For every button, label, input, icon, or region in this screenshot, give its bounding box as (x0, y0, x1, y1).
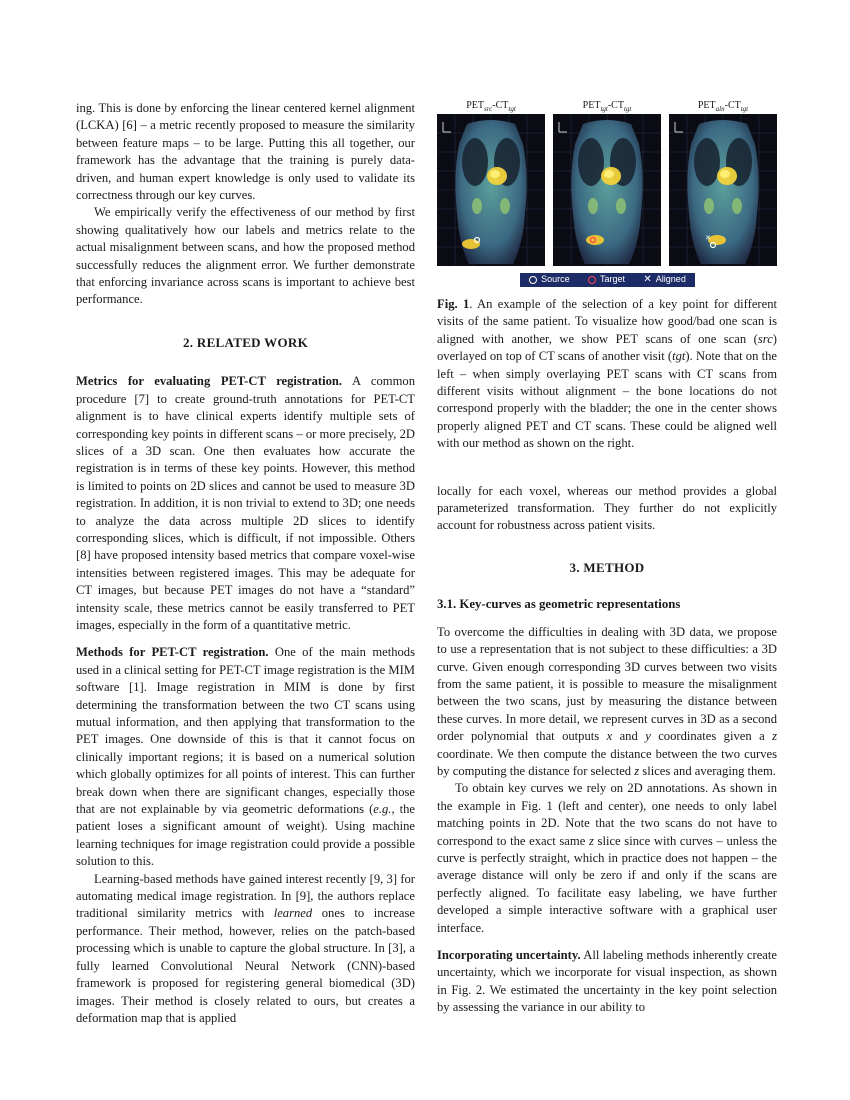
left-column (76, 100, 415, 1027)
aligned-x-icon: ✕ (643, 274, 652, 285)
panel-label: $PET_{tgt}-CT_{tgt}$ (582, 100, 632, 113)
paragraph: To overcome the difficulties in dealing with 3D data, we propose to use a representation that is not subject to these difficulties: a 3D curve. Given enough corresponding 3D curves between two visits from the same patient, it is possible to measure the misalignment between the two scans, just by measuring the distance between these curves. In more detail, we represent curves in 3D as a second order polynomial that outputs x and y coordinates given a z coordinate. We then compute the distance between the two curves by computing the distance for selected z slices and averaging them. (437, 624, 777, 778)
legend-item-source: Source (529, 271, 570, 288)
panel-label: $PET_{src}-CT_{tgt}$ (466, 100, 516, 113)
section-heading: 3. METHOD (569, 559, 645, 575)
paragraph (76, 373, 415, 634)
paragraph: We empirically verify the effectiveness of our method by first showing qualitatively how our labels and metrics relate to the actual misalignment between scans, and how the proposed method successfully reduces the alignment error. We further demonstrate that enforcing invariance across scans is important to achieve best performance. (76, 205, 415, 307)
panel-label: $PET_{aln}-CT_{tgt}$ (697, 100, 749, 113)
scan-panel-src (437, 100, 545, 266)
run-in-heading: Methods for PET-CT registration. (76, 645, 269, 660)
paragraph-text: A common procedure [7] to create ground-truth annotations for PET-CT alignment is to have clinical experts identify multiple sets of corresponding key points in different scans – or more precisely, 2D slices of a 3D scan. One then evaluates how accurate the registration is in terms of these key points. However, this method is limited to points on 2D slices and cannot be used to measure 3D registration. In addition, it is non trivial to extend to 3D; one needs to analyze the data across multiple 2D slices to identify corresponding slices, which is difficult, if not impossible. Others [8] have proposed intensity based metrics that compare voxel-wise intensities between registered images. This may be adequate for CT images, but because PET images do not have a “standard” intensity scale, these metrics cannot be easily transferred to PET images, especially in the form of a quantitative metric. (76, 374, 415, 632)
legend-item-aligned: ✕ Aligned (643, 274, 686, 285)
emphasis: e.g., (373, 802, 395, 817)
paragraph-text: Learning-based methods have gained interest recently [9, 3] for automating medical image registration. In [9], the authors replace traditional similarity metrics with (76, 871, 415, 921)
section-heading: 2. RELATED WORK (182, 334, 308, 350)
paragraph-text: the patient loses a significant amount of weight). Using machine learning techniques for image registration could provide a possible solution to this. (76, 802, 415, 869)
paragraph-text: One of the main methods used in a clinical setting for PET-CT image registration is the MIM software [1]. Image registration in MIM is done by first determining the transformation between the two CT scans using mutual information, and then applying that transformation to the PET images. One downside of this is that it cannot focus on clinically important regions; it is based on a numerical solution which globally optimizes for all points of interest. This can further break down when there are significant changes, especially those that are not explainable by via geometric deformations ( (76, 645, 415, 817)
source-marker-icon (529, 276, 537, 284)
paragraph-text: ones to increase performance. Their method, however, relies on the patch-based processing which is unable to capture the global structure. In [3], a fully learned Convolutional Neural Network (CNN)-based framework is proposed for registering general biomedical (3D) images. Their method is closely related to ours, but creates a deformation map that is applied (76, 906, 415, 1025)
pet-ct-scan-image (437, 114, 545, 266)
figure-caption: Fig. 1. An example of the selection of a key point for different visits of the same patient. To visualize how good/bad one scan is aligned with another, we show PET scans of one scan (src) overlayed on top of CT scans of another visit (tgt). Note that on the left – when simply overlaying PET scans with CT scans from different visits without alignment – the bone locations do not correspond properly with the bladder; the one in the center shows properly aligned PET and CT scans. These could be aligned well with our method as shown on the right. (437, 297, 778, 451)
figure-panels (437, 100, 777, 266)
right-column (437, 100, 777, 1017)
paragraph (76, 644, 415, 870)
caption-label: Fig. 1 (437, 297, 470, 311)
paragraph: locally for each voxel, whereas our method provides a global parameterized transformation. They further do not explicitly account for robustness across patient visits. (437, 483, 777, 533)
pet-ct-scan-image (553, 114, 661, 266)
run-in-heading: Incorporating uncertainty. (437, 948, 581, 962)
scan-panel-tgt (553, 100, 661, 266)
subsection-heading: 3.1. Key-curves as geometric representations (437, 597, 681, 612)
emphasis: learned (273, 906, 313, 921)
paragraph (76, 871, 415, 1028)
figure-legend (520, 273, 695, 287)
legend-item-target: Target (588, 271, 625, 288)
paragraph: ing. This is done by enforcing the linear centered kernel alignment (LCKA) [6] – a metric recently proposed to measure the similarity between feature maps – to be large. Putting this all together, our framework has the advantage that the training is purely data-driven, and human expert knowledge is only used to validate its correctness through our key curves. (76, 101, 415, 203)
figure-1 (437, 100, 777, 453)
target-marker-icon (588, 276, 596, 284)
svg-text:✕: ✕ (705, 234, 711, 242)
run-in-heading: Metrics for evaluating PET-CT registration. (76, 374, 343, 389)
scan-panel-aln (669, 100, 777, 266)
paragraph: To obtain key curves we rely on 2D annotations. As shown in the example in Fig. 1 (left and center), one needs to only label matching points in 2D. Note that the two scans do not have to correspond to the exact same z slice since with curves – unless the curve is perfectly straight, which in practice does not happen – the average distance will only be zero if and only if the scans are perfectly aligned. To facilitate easy labeling, we have further developed a simple interactive software with a graphical user interface. (437, 781, 777, 935)
paragraph: Incorporating uncertainty. All labeling methods inherently create uncertainty, which we incorporate for visual inspection, as shown in Fig. 2. We estimated the uncertainty in the key point selection by assessing the variance in our ability to (437, 948, 777, 1015)
pet-ct-scan-image (669, 114, 777, 266)
